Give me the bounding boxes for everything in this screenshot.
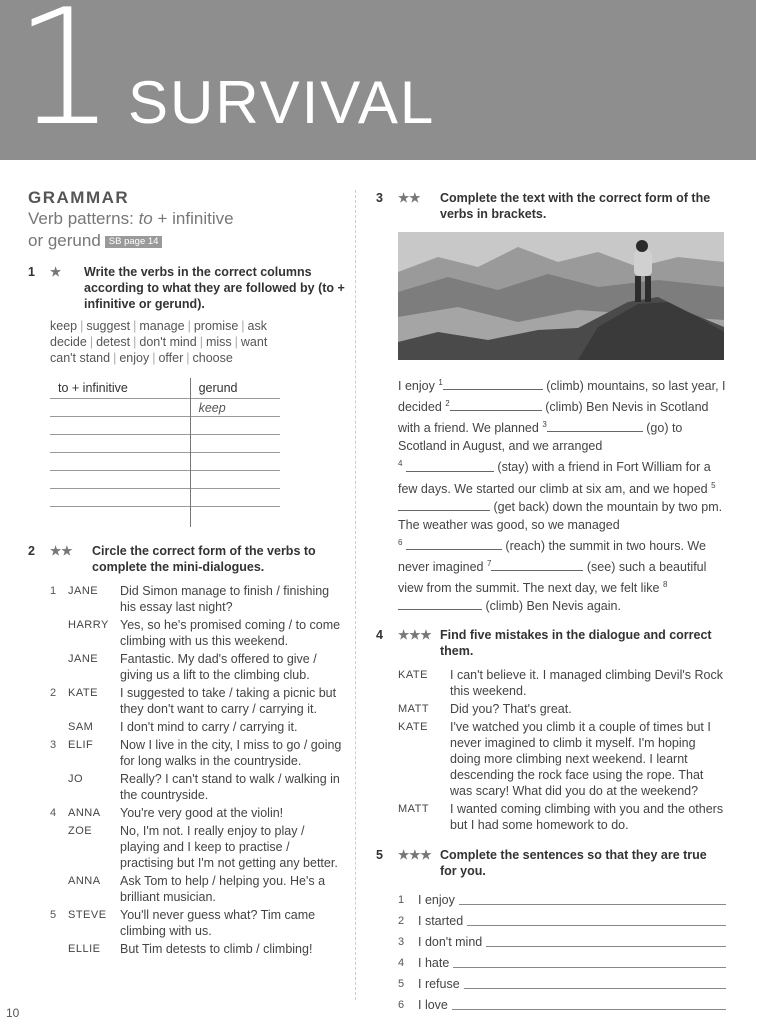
- dialogue-line: 5 STEVE You'll never guess what? Tim came climbing with us.: [50, 907, 346, 939]
- dialogue-line: [50, 941, 346, 957]
- answer-line[interactable]: [452, 1009, 726, 1010]
- dialogue-line: [398, 667, 726, 699]
- dialogue-line: [50, 719, 346, 735]
- speaker-name: MATT: [398, 803, 430, 816]
- exercise-1-instruction: 1 ★ Write the verbs in the correct columns according to what they are followed by (to + infinitive or gerund).: [28, 265, 345, 311]
- dialogue-line: 2 KATE I suggested to take / taking a picnic but they don't want to carry / carrying it.: [50, 685, 346, 717]
- example-answer[interactable]: keep: [190, 399, 280, 417]
- word-box-item: manage: [139, 319, 185, 333]
- answer-line[interactable]: [467, 925, 726, 926]
- dialogue-line: [398, 701, 726, 717]
- speaker-name: ZOE: [68, 824, 93, 837]
- sentence-item: 6 I love: [398, 992, 726, 1013]
- dialogue-text: Did you? That's great.: [450, 702, 572, 717]
- word-box-item: promise: [193, 319, 239, 333]
- column-divider: [355, 190, 356, 1000]
- column-header: to + infinitive: [50, 378, 190, 399]
- answer-line[interactable]: [459, 904, 726, 905]
- speaker-name: ELLIE: [68, 942, 101, 955]
- word-box-item: keep: [50, 319, 78, 333]
- word-box-item: offer: [158, 351, 184, 365]
- left-column: [28, 188, 346, 959]
- difficulty-stars: ★★★: [398, 848, 432, 863]
- word-box-item: miss: [205, 335, 232, 349]
- speaker-name: JANE: [68, 584, 99, 597]
- gap-7[interactable]: [491, 559, 583, 571]
- speaker-name: MATT: [398, 703, 430, 716]
- dialogue-line: [50, 873, 346, 905]
- word-box-item: ask: [247, 319, 267, 333]
- mistakes-dialogue: [398, 667, 726, 833]
- word-box: keep | suggest | manage | promise | ask decide | detest | don't mind | miss | want can't stand | enjoy | offer | choose: [50, 319, 268, 365]
- dialogue-text: I wanted coming climbing with you and the others but I had some homework to do.: [450, 802, 724, 833]
- answer-line[interactable]: [486, 946, 726, 947]
- dialogue-text[interactable]: I suggested to take / taking a picnic but they don't want to carry / carrying it.: [120, 685, 337, 716]
- gap-4[interactable]: [406, 460, 494, 472]
- verb-columns-table: [50, 378, 280, 527]
- dialogue-text: I've watched you climb it a couple of times but I never imagined to climb it myself. I'm hoping doing more climbing next weekend. I learnt descending the rock face using the rope. That was scary! What did you do at the weekend?: [450, 720, 711, 799]
- speaker-name: HARRY: [68, 618, 109, 631]
- word-box-item: want: [240, 335, 268, 349]
- exercise-4-instruction: 4 ★★★ Find five mistakes in the dialogue and correct them.: [376, 628, 712, 659]
- gap-3[interactable]: [547, 420, 643, 432]
- speaker-name: JANE: [68, 652, 99, 665]
- dialogue-text[interactable]: I don't mind to carry / carrying it.: [120, 719, 298, 734]
- climber-on-summit-image: [398, 232, 724, 360]
- gap-1[interactable]: [443, 378, 543, 390]
- grammar-topic-line2: or gerund SB page 14: [28, 230, 346, 252]
- dialogue-line: [398, 801, 726, 833]
- gap-5[interactable]: [398, 499, 490, 511]
- speaker-name: KATE: [398, 721, 428, 734]
- word-box-item: detest: [96, 335, 131, 349]
- dialogue-line: [50, 651, 346, 683]
- dialogue-text[interactable]: Yes, so he's promised coming / to come climbing with us this weekend.: [120, 617, 341, 648]
- unit-number: 1: [14, 0, 116, 161]
- sentence-item: 3 I don't mind: [398, 929, 726, 950]
- dialogue-line: 3 ELIF Now I live in the city, I miss to go / going for long walks in the countryside.: [50, 737, 346, 769]
- sb-page-ref: SB page 14: [105, 236, 163, 248]
- word-box-item: enjoy: [119, 351, 150, 365]
- page-number: 10: [6, 1006, 20, 1020]
- speaker-name: ANNA: [68, 806, 101, 819]
- unit-banner: [0, 0, 756, 160]
- sentence-item: 1 I enjoy: [398, 887, 726, 908]
- ex3-gap-text: I enjoy $^1$ (climb) mountains, so last year, I decided $^2$ (climb) Ben Nevis in Scotland with a friend. We planned $^3$ (go) to Scotland in August, and we arranged $^4$ (stay) with a friend in Fort William for a few days. We started our climb at six am, and we hoped $^5$ (get back) down the mountain by two pm. The weather was good, so we managed $^6$ (reach) the summit in two hours. We never imagined $^7$ (see) such a beautiful view from the summit. The next day, we felt like $^8$ (climb) Ben Nevis again.: [398, 378, 726, 614]
- grammar-topic: Verb patterns: to + infinitive: [28, 209, 234, 228]
- sentence-list: [398, 887, 726, 1013]
- unit-title: SURVIVAL: [128, 69, 436, 136]
- speaker-name: STEVE: [68, 908, 107, 921]
- right-column: [376, 188, 726, 1013]
- mountain-photo: [398, 232, 724, 360]
- dialogue-text[interactable]: Did Simon manage to finish / finishing his essay last night?: [120, 583, 330, 614]
- dialogue-text: I can't believe it. I managed climbing Devil's Rock this weekend.: [450, 668, 723, 699]
- exercise-5-instruction: 5 ★★★ Complete the sentences so that they are true for you.: [376, 848, 707, 879]
- difficulty-stars: ★★★: [398, 628, 432, 643]
- exercise-2-instruction: 2 ★★ Circle the correct form of the verbs to complete the mini-dialogues.: [28, 543, 316, 574]
- dialogue-line: [50, 617, 346, 649]
- speaker-name: SAM: [68, 720, 94, 733]
- dialogue-text[interactable]: Fantastic. My dad's offered to give / giving us a lift to the climbing club.: [120, 651, 317, 682]
- column-header: gerund: [198, 381, 238, 395]
- speaker-name: ELIF: [68, 738, 94, 751]
- dialogue-line: [398, 719, 726, 799]
- exercise-3-instruction: 3 ★★ Complete the text with the correct form of the verbs in brackets.: [376, 191, 711, 221]
- sentence-item: 4 I hate: [398, 950, 726, 971]
- word-box-item: decide: [50, 335, 87, 349]
- word-box-item: suggest: [86, 319, 131, 333]
- section-heading: GRAMMAR: [28, 188, 130, 207]
- dialogue-text[interactable]: Really? I can't stand to walk / walking in the countryside.: [120, 771, 340, 802]
- answer-line[interactable]: [453, 967, 726, 968]
- dialogue-line: 4 ANNA You're very good at the violin!: [50, 805, 346, 821]
- word-box-item: can't stand: [50, 351, 111, 365]
- sentence-item: 2 I started: [398, 908, 726, 929]
- gap-2[interactable]: [450, 399, 542, 411]
- gap-8[interactable]: [398, 598, 482, 610]
- mini-dialogues: [50, 583, 346, 957]
- dialogue-line: [50, 823, 346, 871]
- dialogue-text[interactable]: No, I'm not. I really enjoy to play / playing and I keep to practise / practising but I'm not getting any better.: [120, 823, 338, 870]
- word-box-item: choose: [192, 351, 233, 365]
- dialogue-line: [50, 771, 346, 803]
- dialogue-text[interactable]: But Tim detests to climb / climbing!: [120, 941, 313, 956]
- dialogue-text[interactable]: You'll never guess what? Tim came climbing with us.: [120, 907, 316, 938]
- speaker-name: KATE: [398, 669, 428, 682]
- difficulty-stars: ★: [50, 265, 62, 279]
- difficulty-stars: ★★: [398, 191, 421, 205]
- dialogue-text[interactable]: Ask Tom to help / helping you. He's a brilliant musician.: [120, 873, 326, 904]
- dialogue-text[interactable]: You're very good at the violin!: [120, 805, 284, 820]
- sentence-item: 5 I refuse: [398, 971, 726, 992]
- gap-6[interactable]: [406, 538, 502, 550]
- speaker-name: JO: [68, 772, 84, 785]
- dialogue-text[interactable]: Now I live in the city, I miss to go / going for long walks in the countryside.: [120, 737, 342, 768]
- dialogue-line: 1 JANE Did Simon manage to finish / finishing his essay last night?: [50, 583, 346, 615]
- speaker-name: KATE: [68, 686, 98, 699]
- answer-line[interactable]: [464, 988, 726, 989]
- difficulty-stars: ★★: [50, 543, 73, 558]
- speaker-name: ANNA: [68, 874, 101, 887]
- word-box-item: don't mind: [139, 335, 197, 349]
